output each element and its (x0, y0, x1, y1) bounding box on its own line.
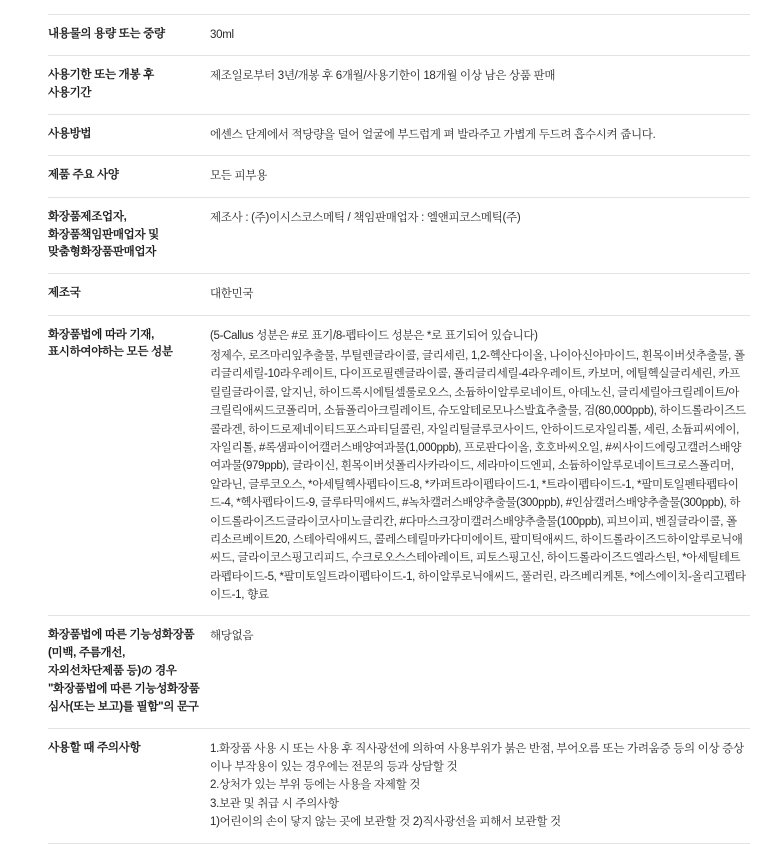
value-line: 제조일로부터 3년/개봉 후 6개월/사용기한이 18개월 이상 남은 상품 판매 (210, 70, 556, 83)
table-row (48, 616, 750, 728)
table-row (48, 156, 750, 197)
ingredient-list: 정제수, 로즈마리잎추출물, 부틸렌글라이콜, 글리세린, 1,2-헥산다이올, 나이아신아마이드, 흰목이버섯추출물, 폴리글리세릴-10라우레이트, 다이프로필렌글라이콜, 폴리글리세릴-4라우레이트, 카보머, 에틸헥실글리세린, 카프릴릴글라이콜, 알지닌, 하이드록시에틸셀룰로오스, 소듐하이알루로네이트, 아데노신, 글리세릴아크릴레이트/아크릴릭애씨드코폴리머, 소듐폴리아크릴레이트, 슈도알테로모나스발효추출물, 검(80,000ppb), 하이드롤라이즈드콜라겐, 하이드로제네이티드포스파티딜콜린, 자일리틸글루코사이드, 안하이드로자일리톨, 세린, 소듐피씨에이, 자일리톨, #록샘파이어캘러스배양여과물(1,000ppb), 프로판다이올, 호호바씨오일, #씨사이드에링고캘러스배양여과물(979ppb), 글라이신, 흰목이버섯폴리사카라이드, 세라마이드엔피, 소듐하이알루로네이트크로스폴리머, 알라닌, 글루코오스, *아세틸헥사펩타이드-8, *카퍼트라이펩타이드-1, *트라이펩타이드-1, *팔미토일펜타펩타이드-4, *헥사펩타이드-9, 글루타믹애씨드, #녹차캘러스배양추출물(300ppb), #인삼캘러스배양추출물(300ppb), 하이드롤라이즈드글라이코사미노글리칸, #다마스크장미캘러스배양추출물(100ppb), 피브이피, 벤질글라이콜, 폴리소르베이트20, 스테아릭애씨드, 콜레스테릴마카다미에이트, 팔미틱애씨드, 하이드롤라이즈드하이알루로닉애씨드, 글라이코스핑고리피드, 수크로오스스테아레이트, 피토스핑고신, 하이드롤라이즈드엘라스틴, *아세틸테트라펩타이드-5, *팔미토일트라이펩타이드-1, 하이알루로닉애씨드, 풀러린, 라즈베리케톤, *에스에이치-올리고펩타이드-1, 향료 (210, 350, 746, 602)
value-line: 대한민국 (210, 288, 254, 301)
precaution-line: 2.상처가 있는 부위 등에는 사용을 자제할 것 (210, 779, 421, 792)
row-label-expiry: 사용기한 또는 개봉 후 사용기간 (48, 69, 154, 100)
table-row (48, 315, 750, 616)
row-value-usage (210, 115, 750, 156)
row-value-ingredients (210, 315, 750, 616)
value-line: 에센스 단계에서 적당량을 덜어 얼굴에 부드럽게 펴 발라주고 가볍게 두드려 흡수시켜 줍니다. (210, 129, 656, 142)
precaution-line: 3.보관 및 취급 시 주의사항 (210, 797, 339, 810)
ingredient-legend: (5-Callus 성분은 #로 표기/8-펩타이드 성분은 *로 표기되어 있습니다) (210, 329, 538, 342)
row-value-volume (210, 15, 750, 56)
row-label-country: 제조국 (48, 287, 81, 300)
row-value-manufacturer (210, 197, 750, 273)
row-value-precautions (210, 728, 750, 843)
row-value-functional (210, 616, 750, 728)
row-label-specs: 제품 주요 사양 (48, 169, 119, 182)
table-body (48, 15, 750, 844)
row-label-volume: 내용물의 용량 또는 중량 (48, 28, 165, 40)
product-spec-table (48, 14, 750, 844)
value-line: 해당없음 (210, 630, 254, 643)
row-label-usage: 사용방법 (48, 128, 92, 141)
row-label-functional: 화장품법에 따른 기능성화장품 (미백, 주름개선, 자외선차단제품 등)の 경우 "화장품법에 따른 기능성화장품 심사(또는 보고)를 필함"의 문구 (48, 629, 200, 713)
row-value-specs (210, 156, 750, 197)
row-value-expiry (210, 56, 750, 115)
table-row (48, 197, 750, 273)
value-line: 제조사 : (주)이시스코스메틱 / 책임판매업자 : 엘앤피코스메틱(주) (210, 211, 521, 224)
table-row (48, 56, 750, 115)
precaution-line: 1.화장품 사용 시 또는 사용 후 직사광선에 의하여 사용부위가 붉은 반점, 부어오름 또는 가려움증 등의 이상 증상이나 부작용이 있는 경우에는 전문의 등과 상담할 것 (210, 742, 744, 773)
precaution-line: 1)어린이의 손이 닿지 않는 곳에 보관할 것 2)직사광선을 피해서 보관할 것 (210, 816, 561, 829)
table-row (48, 274, 750, 315)
value-line: 30ml (210, 29, 234, 41)
row-label-precautions: 사용할 때 주의사항 (48, 741, 141, 754)
table-row (48, 728, 750, 843)
row-label-manufacturer: 화장품제조업자, 화장품책임판매업자 및 맞춤형화장품판매업자 (48, 210, 159, 259)
table-row (48, 15, 750, 56)
table-row (48, 115, 750, 156)
value-line: 모든 피부용 (210, 170, 267, 183)
row-label-ingredients: 화장품법에 따라 기재, 표시하여야하는 모든 성분 (48, 328, 173, 359)
row-value-country (210, 274, 750, 315)
